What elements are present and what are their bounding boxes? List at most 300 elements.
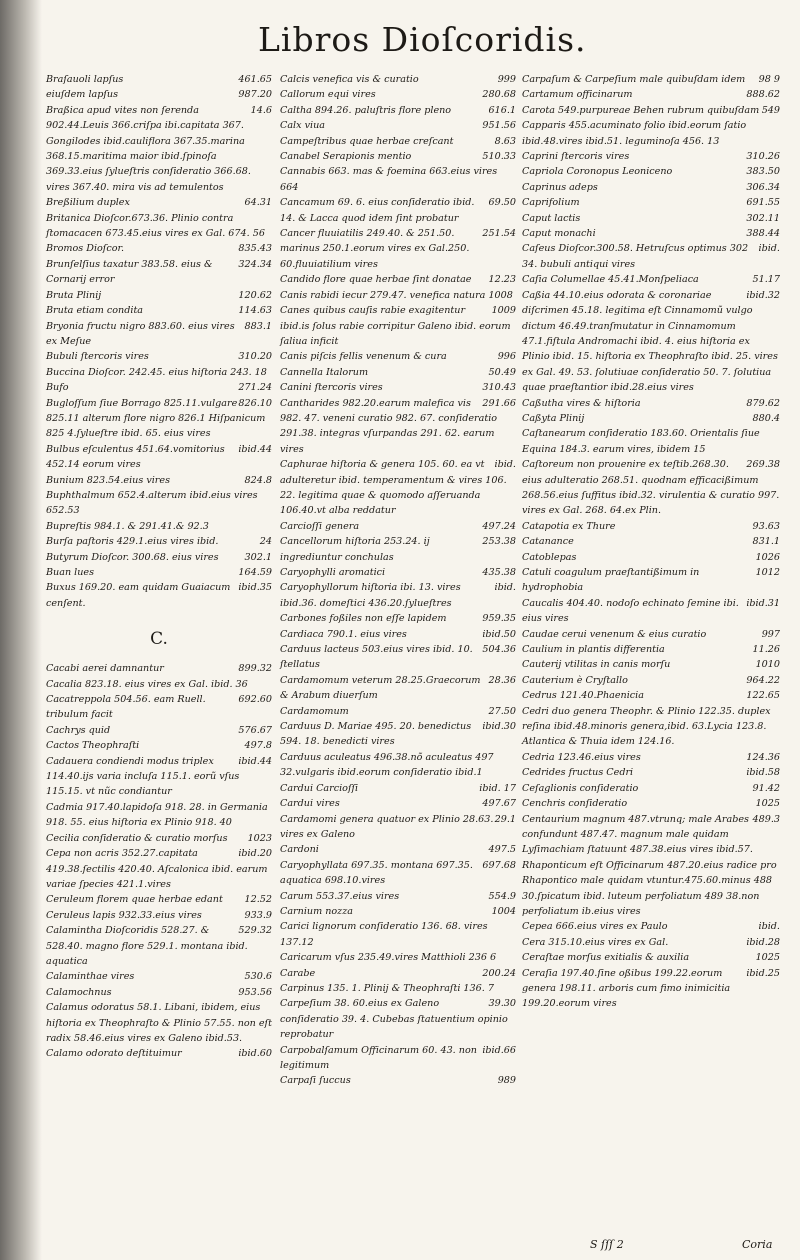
- index-entry: [522, 426, 780, 457]
- index-entry: [522, 72, 780, 87]
- entry-text: Catanance: [522, 536, 574, 548]
- entry-list: [46, 72, 272, 611]
- entry-text: Cadmia 917.40.lapidoſa 918. 28. in Germania 918. 55. eius hiſtoria ex Plinio 918. 40: [46, 801, 268, 829]
- entry-text: Carpobalſamum Officinarum 60. 43. non legitimum: [280, 1044, 477, 1071]
- page-ref: 1025: [755, 952, 780, 964]
- index-entry: [46, 519, 272, 534]
- index-entry: [46, 692, 272, 723]
- entry-text: Caucalis 404.40. nodoſo echinato ſemine ibi. eius vires: [522, 597, 739, 625]
- page-ref: 1023: [247, 832, 272, 844]
- entry-text: Britanica Dioſcor.673.36. Plinio contra ſtomacacen 673.45.eius vires ex Gal. 674. 56: [46, 212, 265, 240]
- entry-text: Cepea 666.eius vires ex Paulo: [522, 921, 668, 933]
- index-entry: [46, 800, 272, 831]
- index-entry: [280, 380, 516, 395]
- page-ref: 497.5: [488, 844, 516, 856]
- page-ref: 831.1: [752, 536, 780, 548]
- index-entry: [522, 241, 780, 272]
- entry-text: Catuli coagulum praeſtantißimum in hydrophobia: [522, 567, 700, 594]
- index-entry: [46, 442, 272, 473]
- page-ref: ibid.66: [482, 1044, 516, 1056]
- entry-text: Burſa paſtoris 429.1.eius vires ibid.: [46, 536, 219, 548]
- page-ref: 164.59: [238, 567, 272, 578]
- index-entry: [522, 765, 780, 780]
- index-entry: [280, 719, 516, 750]
- entry-text: Cannella Italorum: [280, 366, 369, 378]
- index-entry: [46, 365, 272, 380]
- page-ref: 953.56: [238, 986, 272, 998]
- entry-text: Catapotia ex Thure: [522, 520, 616, 532]
- entry-text: Cacabi aerei damnantur: [46, 663, 164, 675]
- index-entry: [46, 661, 272, 676]
- entry-text: Cardiaca 790.1. eius vires: [280, 628, 407, 640]
- page-ref: 280.68: [482, 89, 516, 101]
- entry-text: Caulium in plantis differentia: [522, 644, 665, 656]
- entry-text: Bubuli ſtercoris vires: [46, 351, 149, 363]
- entry-text: Caudae cerui venenum & eius curatio: [522, 628, 707, 640]
- page-ref: 461.65: [238, 74, 272, 85]
- entry-text: Caprinus adeps: [522, 181, 598, 193]
- page-ref: 1009: [491, 305, 516, 317]
- index-entry: [280, 164, 516, 195]
- entry-list: [522, 72, 780, 1012]
- page-ref: 933.9: [244, 909, 272, 921]
- page-ref: 824.8: [244, 474, 272, 486]
- entry-text: Cardui vires: [280, 798, 340, 810]
- index-entry: [522, 550, 780, 565]
- entry-text: Caricarum vſus 235.49.vires Matthioli 236 6: [280, 952, 497, 964]
- index-entry: [280, 272, 516, 287]
- entry-text: Canes quibus cauſis rabie exagitentur ibid.is ſolus rabie corripitur Galeno ibid. eorum ſaliua inficit: [280, 305, 511, 347]
- entry-text: Bromos Dioſcor.: [46, 243, 125, 255]
- index-entry: [280, 889, 516, 904]
- entry-text: Carum 553.37.eius vires: [280, 890, 400, 902]
- index-entry: [280, 534, 516, 565]
- page-ref: 1012: [755, 567, 780, 578]
- page-ref: 1025: [755, 798, 780, 810]
- page-ref: ibid.44: [238, 755, 272, 767]
- page-ref: 997: [761, 628, 780, 640]
- entry-text: Caryophyllorum hiſtoria ibi. 13. vires ibid.36. domeſtici 436.20.ſylueſtres: [280, 582, 461, 609]
- page-ref: 497.24: [482, 520, 516, 532]
- entry-text: Canabel Serapionis mentio: [280, 151, 412, 163]
- index-entry: [46, 908, 272, 923]
- entry-text: Centaurium magnum 487.vtrunq; male Arabes confundunt 487.47. magnum male quidam Lyſimachiam ſtatuunt 487.38.eius vires ibid.57. Rhaponticum eſt Officinarum 487.20.eius radice pro Rhapontico male quidam vtuntur.475.60.minus 488 30.ſpicatum ibid. luteum perfoliatum 489 38.non perfoliatum ib.eius vires: [522, 813, 777, 917]
- page-ref: 114.63: [238, 305, 272, 317]
- entry-text: Ceruleus lapis 932.33.eius vires: [46, 909, 202, 921]
- entry-text: Calcis venefica vis & curatio: [280, 74, 419, 85]
- entry-text: Cardui Carcioſſi: [280, 782, 359, 794]
- page-ref: 120.62: [238, 289, 272, 301]
- page-ref: 1010: [755, 659, 780, 671]
- page-ref: 576.67: [238, 724, 272, 736]
- index-entry: [522, 164, 780, 179]
- page-ref: 200.24: [482, 967, 516, 979]
- index-entry: [46, 380, 272, 395]
- index-entry: [280, 904, 516, 919]
- entry-text: Caltha 894.26. paluſtris flore pleno: [280, 104, 452, 116]
- page-ref: ibid.: [758, 243, 780, 255]
- entry-text: Carduus lacteus 503.eius vires ibid. 10. ſtellatus: [280, 644, 473, 671]
- index-entry: [280, 118, 516, 133]
- index-entry: [46, 288, 272, 303]
- entry-text: Carcioſſi genera: [280, 520, 360, 532]
- entry-text: Cancellorum hiſtoria 253.24. ij ingrediuntur conchulas: [280, 536, 430, 563]
- index-entry: [522, 596, 780, 627]
- index-entry: [46, 534, 272, 549]
- index-entry: [46, 488, 272, 519]
- index-entry: [522, 688, 780, 703]
- page-ref: 388.44: [746, 228, 780, 240]
- entry-text: Carota 549.purpureae Behen rubrum quibuſdam: [522, 104, 760, 116]
- index-entry: [46, 985, 272, 1000]
- entry-text: Cedrus 121.40.Phaenicia: [522, 690, 644, 702]
- entry-text: Cancer fluuiatilis 249.40. & 251.50. marinus 250.1.eorum vires ex Gal.250. 60.fluuiatilium vires: [280, 228, 470, 270]
- entry-text: Carici lignorum conſideratio 136. 68. vires 137.12: [280, 921, 488, 948]
- index-entry: [522, 149, 780, 164]
- index-entry: [280, 303, 516, 349]
- section-letter: C.: [150, 629, 168, 650]
- page-ref: 489.3: [752, 813, 780, 825]
- entry-text: Carpeſium 38. 60.eius ex Galeno conſideratio 39. 4. Cubebas ſtatuentium opinio reprobatur: [280, 998, 508, 1041]
- index-entry: [280, 72, 516, 87]
- page-ref: 11.26: [752, 644, 780, 656]
- index-entry: [280, 226, 516, 272]
- entry-text: Capriola Coronopus Leoniceno: [522, 166, 673, 178]
- catchword: Coria: [742, 1238, 773, 1251]
- page-ref: ibid.35: [238, 582, 272, 594]
- page-ref: 39.30: [488, 998, 516, 1010]
- entry-text: Calamintha Dioſcoridis 528.27. & 528.40. magno flore 529.1. montana ibid. aquatica: [46, 925, 248, 967]
- entry-text: Caryophyllata 697.35. montana 697.35. aquatica 698.10.vires: [280, 859, 473, 887]
- page-ref: ibid.60: [238, 1048, 272, 1060]
- entry-text: Cedri duo genera Theophr. & Plinio 122.35. duplex reſina ibid.48.minoris genera,ibid. 63.Lycia 123.8. Atlantica & Thuia idem 124.16.: [522, 705, 771, 748]
- page-ref: 1004: [491, 905, 516, 917]
- entry-text: Breßilium duplex: [46, 197, 130, 209]
- entry-text: Caſtoreum non prouenire ex teſtib.268.30. eius adulteratio 268.51. quodnam efficacißimum 268.56.eius ſuffitus ibid.32. virulentia & curatio 997. vires ex Gal. 268. 64.ex Plin.: [522, 459, 780, 517]
- page-ref: 12.23: [488, 274, 516, 286]
- entry-text: Ceraſtae morſus exitialis & auxilia: [522, 952, 690, 964]
- page-ref: 497.8: [244, 740, 272, 752]
- entry-text: Cartamum officinarum: [522, 89, 633, 101]
- entry-text: Carpinus 135. 1. Plinij & Theophraſti 136. 7: [280, 982, 494, 994]
- index-entry: [522, 704, 780, 750]
- index-entry: [280, 365, 516, 380]
- index-entry: [522, 396, 780, 411]
- index-entry: [522, 565, 780, 596]
- page-ref: 122.65: [746, 690, 780, 702]
- index-entry: [522, 180, 780, 195]
- entry-text: Carnium nozza: [280, 905, 354, 917]
- index-entry: [280, 87, 516, 102]
- entry-text: Cacatreppola 504.56. eam Ruell. tribulum facit: [46, 694, 206, 721]
- entry-text: Bupreſtis 984.1. & 291.41.& 92.3: [46, 520, 209, 532]
- index-entry: [280, 858, 516, 889]
- page-ref: 826.10: [238, 397, 272, 409]
- page-ref: 310.20: [238, 351, 272, 363]
- index-column-3: [522, 72, 780, 1012]
- entry-text: Carpaſi ſuccus: [280, 1075, 351, 1087]
- page-ref: 996: [497, 351, 516, 363]
- page-ref: 98 9: [758, 74, 780, 85]
- entry-text: Cacalia 823.18. eius vires ex Gal. ibid. 36: [46, 678, 248, 690]
- page-ref: 24: [259, 536, 272, 548]
- entry-text: Ceruleum florem quae herbae edant: [46, 894, 223, 906]
- page-ref: 987.20: [238, 89, 272, 101]
- index-entry: [46, 241, 272, 256]
- index-entry: [280, 1073, 516, 1088]
- index-column-1: [46, 72, 272, 1062]
- index-entry: [46, 550, 272, 565]
- page-ref: 835.43: [238, 243, 272, 255]
- entry-text: Carpaſum & Carpeſium male quibuſdam idem: [522, 74, 746, 85]
- entry-text: Ceſaglionis conſideratio: [522, 782, 639, 794]
- index-entry: [280, 565, 516, 580]
- index-entry: [522, 272, 780, 287]
- entry-text: Campeſtribus quae herbae creſcant: [280, 135, 454, 147]
- index-entry: [522, 211, 780, 226]
- page-ref: 302.11: [746, 212, 780, 224]
- page-ref: 964.22: [746, 674, 780, 686]
- entry-list: [46, 661, 272, 1062]
- index-entry: [46, 892, 272, 907]
- page-ref: 28.36: [488, 674, 516, 686]
- page-ref: ibid.: [494, 582, 516, 594]
- entry-text: Cadauera condiendi modus triplex 114.40.ijs varia incluſa 115.1. eorũ vſus 115.15. vt nũc condiantur: [46, 755, 240, 798]
- entry-text: Bufo: [46, 382, 69, 394]
- page-ref: 497.67: [482, 798, 516, 810]
- index-entry: [280, 611, 516, 626]
- entry-text: Carduus D. Mariae 495. 20. benedictus 594. 18. benedicti vires: [280, 721, 472, 748]
- entry-text: Catoblepas: [522, 551, 577, 563]
- index-entry: [46, 1046, 272, 1061]
- entry-text: Cardamomum veterum 28.25.Graecorum & Arabum diuerſum: [280, 674, 481, 702]
- page-ref: 435.38: [482, 567, 516, 578]
- page-ref: 269.38: [746, 459, 780, 471]
- index-entry: [522, 288, 780, 396]
- entry-text: Calamochnus: [46, 986, 112, 998]
- index-entry: [522, 519, 780, 534]
- entry-text: Canis piſcis fellis venenum & cura: [280, 351, 447, 363]
- page-ref: 324.34: [238, 258, 272, 270]
- page-ref: 530.6: [244, 971, 272, 983]
- index-entry: [280, 103, 516, 118]
- page-ref: 50.49: [488, 366, 516, 378]
- entry-text: Bruta etiam condita: [46, 305, 144, 317]
- page-ref: 616.1: [488, 104, 516, 116]
- page-ref: 883.1: [244, 320, 272, 332]
- entry-text: Caßutha vires & hiſtoria: [522, 397, 641, 409]
- entry-text: Carduus aculeatus 496.38.nõ aculeatus 497 32.vulgaris ibid.eorum conſideratio ibid.1: [280, 751, 494, 779]
- entry-text: Caphurae hiſtoria & genera 105. 60. ea vt adulteretur ibid. temperamentum & vires 106. 22. legitima quae & quomodo aſſeruanda 106.40.vt alba reddatur: [280, 459, 507, 517]
- page-ref: 69.50: [488, 197, 516, 209]
- page-ref: 1026: [755, 551, 780, 563]
- index-entry: [280, 580, 516, 611]
- index-entry: [280, 1043, 516, 1074]
- index-entry: [46, 831, 272, 846]
- index-entry: [280, 149, 516, 164]
- page-ref: 8.63: [494, 135, 516, 147]
- page-ref: 504.36: [482, 644, 516, 656]
- index-entry: [46, 580, 272, 611]
- page-ref: 253.38: [482, 536, 516, 548]
- index-entry: [280, 996, 516, 1042]
- page-ref: 880.4: [752, 412, 780, 424]
- entry-text: Bunium 823.54.eius vires: [46, 474, 170, 486]
- entry-text: Caput monachi: [522, 228, 596, 240]
- page-ref: ibid.25: [746, 967, 780, 979]
- entry-text: Buccina Dioſcor. 242.45. eius hiſtoria 243. 18: [46, 366, 267, 378]
- index-entry: [46, 87, 272, 102]
- index-entry: [522, 950, 780, 965]
- entry-text: Cachrys quid: [46, 724, 111, 736]
- page-ref: 93.63: [752, 520, 780, 532]
- entry-text: Carabe: [280, 967, 316, 979]
- index-entry: [280, 981, 516, 996]
- page-ref: 12.52: [244, 894, 272, 906]
- entry-text: eiuſdem lapſus: [46, 89, 119, 101]
- index-entry: [280, 195, 516, 226]
- page-ref: 302.1: [244, 551, 272, 563]
- entry-text: Braßica apud vites non ſerenda 902.44.Leuis 366.criſpa ibi.capitata 367. Gongilodes ibid.cauliflora 367.35.marina 368.15.maritima maior ibid.ſpinoſa 369.33.eius ſylueſtris conſideratio 366.68. vires 367.40. mira vis ad temulentos: [46, 104, 251, 193]
- page-title: Libros Dioſcoridis.: [258, 20, 587, 59]
- index-entry: [46, 723, 272, 738]
- entry-text: Cauterium è Cryſtallo: [522, 674, 628, 686]
- index-entry: [522, 919, 780, 934]
- page-ref: ibid.58: [746, 767, 780, 779]
- entry-text: Calamo odorato deſtituimur: [46, 1048, 182, 1060]
- entry-text: Caprini ſtercoris vires: [522, 151, 630, 163]
- page-ref: 549: [761, 104, 780, 116]
- index-entry: [46, 677, 272, 692]
- entry-text: Cauterij vtilitas in canis morſu: [522, 659, 671, 671]
- entry-text: Caſtanearum conſideratio 183.60. Orientalis ſiue Equina 184.3. earum vires, ibidem 15: [522, 428, 760, 455]
- index-entry: [522, 534, 780, 549]
- page-ref: 310.43: [482, 382, 516, 394]
- index-entry: [46, 846, 272, 892]
- entry-text: Buan lues: [46, 567, 95, 578]
- index-entry: [46, 473, 272, 488]
- index-entry: [46, 565, 272, 580]
- index-entry: [280, 796, 516, 811]
- entry-text: Cenchris conſideratio: [522, 798, 628, 810]
- index-entry: [280, 288, 516, 303]
- index-entry: [522, 935, 780, 950]
- index-entry: [280, 673, 516, 704]
- index-entry: [46, 303, 272, 318]
- page-ref: ibid. 17: [479, 782, 516, 794]
- index-entry: [280, 842, 516, 857]
- index-entry: [46, 754, 272, 800]
- page-ref: 310.26: [746, 151, 780, 163]
- index-entry: [522, 750, 780, 765]
- entry-text: Brunſelſius taxatur 383.58. eius & Cornarij error: [46, 258, 213, 286]
- index-entry: [522, 457, 780, 519]
- page-ref: ibid.31: [746, 597, 780, 609]
- page-ref: 989: [497, 1075, 516, 1087]
- entry-text: Candido flore quae herbae ſint donatae: [280, 274, 472, 286]
- index-entry: [280, 642, 516, 673]
- index-entry: [522, 796, 780, 811]
- entry-text: Cepa non acris 352.27.capitata 419.38.ſectilis 420.40. Aſcalonica ibid. earum variae ſpecies 421.1.vires: [46, 848, 268, 890]
- entry-text: Caryophylli aromatici: [280, 567, 386, 578]
- page-ref: 14.6: [250, 104, 272, 116]
- entry-text: Cardoni: [280, 844, 319, 856]
- entry-text: Capparis 455.acuminato folio ibid.eorum ſatio ibid.48.vires ibid.51. leguminoſa 456. 13: [522, 120, 747, 147]
- entry-list: [280, 72, 516, 1089]
- index-entry: [522, 966, 780, 1012]
- entry-text: Cardamomum: [280, 705, 349, 717]
- page-ref: 510.33: [482, 151, 516, 163]
- entry-text: Bulbus eſculentus 451.64.vomitorius 452.14 eorum vires: [46, 443, 225, 471]
- page-ref: 251.54: [482, 228, 516, 240]
- index-entry: [522, 812, 780, 920]
- entry-text: Buxus 169.20. eam quidam Guaiacum cenſent.: [46, 582, 231, 609]
- index-entry: [280, 396, 516, 458]
- index-entry: [280, 627, 516, 642]
- entry-text: Canini ſtercoris vires: [280, 382, 383, 394]
- index-entry: [46, 396, 272, 442]
- index-entry: [280, 134, 516, 149]
- signature-mark: S ſſſ 2: [590, 1238, 624, 1251]
- index-entry: [280, 966, 516, 981]
- page-ref: 51.17: [752, 274, 780, 286]
- page-ref: 29.1: [494, 813, 516, 825]
- index-entry: [280, 950, 516, 965]
- page-ref: 27.50: [488, 705, 516, 717]
- index-entry: [46, 257, 272, 288]
- page-ref: ibid.44: [238, 443, 272, 455]
- entry-text: Butyrum Dioſcor. 300.68. eius vires: [46, 551, 219, 563]
- entry-text: Cecilia conſideratio & curatio morſus: [46, 832, 228, 844]
- entry-text: Caſeus Dioſcor.300.58. Hetruſcus optimus 302 34. bubuli antiqui vires: [522, 243, 749, 270]
- entry-text: Caput lactis: [522, 212, 581, 224]
- page-ref: 554.9: [488, 890, 516, 902]
- page-ref: ibid.32: [746, 289, 780, 301]
- entry-text: Canis rabidi iecur 279.47. venefica natura 1008: [280, 289, 513, 301]
- page-ref: ibid.28: [746, 936, 780, 948]
- index-entry: [46, 969, 272, 984]
- index-entry: [522, 411, 780, 426]
- entry-text: Calamus odoratus 58.1. Libani, ibidem, eius hiſtoria ex Theophraſto & Plinio 57.55. non eſt radix 58.46.eius vires ex Galeno ibid.53.: [46, 1002, 272, 1044]
- page-ref: 124.36: [746, 751, 780, 763]
- page-ref: 691.55: [746, 197, 780, 209]
- index-entry: [280, 519, 516, 534]
- entry-text: Caßyta Plinij: [522, 412, 585, 424]
- entry-text: Bruta Plinij: [46, 289, 102, 301]
- page-ref: 692.60: [238, 694, 272, 706]
- entry-text: Calx viua: [280, 120, 325, 132]
- entry-text: Cedria 123.46.eius vires: [522, 751, 641, 763]
- entry-text: Cera 315.10.eius vires ex Gal.: [522, 936, 669, 948]
- index-entry: [522, 781, 780, 796]
- page-ref: 697.68: [482, 859, 516, 871]
- entry-text: Buphthalmum 652.4.alterum ibid.eius vires 652.53: [46, 489, 258, 517]
- index-entry: [280, 750, 516, 781]
- page-ref: 271.24: [238, 382, 272, 394]
- page-ref: 383.50: [746, 166, 780, 178]
- page-ref: 959.35: [482, 613, 516, 625]
- page-ref: ibid.50: [482, 628, 516, 640]
- entry-text: Callorum equi vires: [280, 89, 376, 101]
- index-entry: [280, 704, 516, 719]
- page-ref: ibid.30: [482, 721, 516, 733]
- index-entry: [522, 226, 780, 241]
- index-entry: [280, 812, 516, 843]
- index-entry: [280, 919, 516, 950]
- page-ref: 306.34: [746, 181, 780, 193]
- index-entry: [46, 349, 272, 364]
- entry-text: Calaminthae vires: [46, 971, 135, 983]
